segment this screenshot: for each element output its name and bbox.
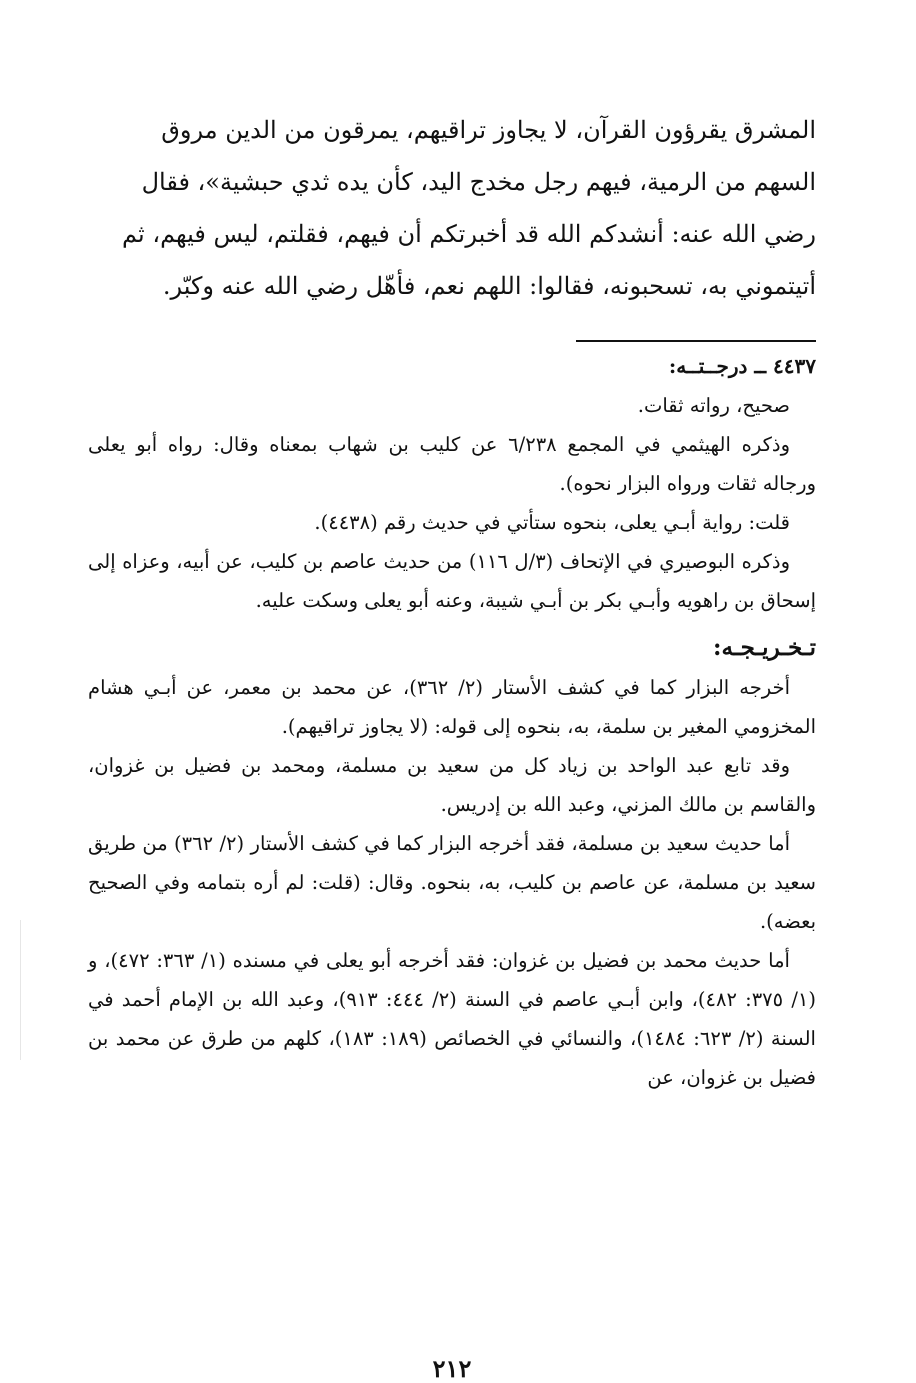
footnote-separator [576,340,816,342]
takhrij-heading: تـخـريـجـه: [713,634,816,661]
busiri-paragraph: وذكره البوصيري في الإتحاف (٣/ل ١١٦) من حديث عاصم بن كليب، عن أبيه، وعزاه إلى إسحاق بن راهويه وأبـي بكر بن أبـي شيبة، وعنه أبو يعلى وسكت عليه. [88,550,816,612]
hadith-text [88,104,816,312]
book-page [88,104,816,1383]
bazzar-paragraph: أخرجه البزار كما في كشف الأستار (٢/ ٣٦٢)، عن محمد بن معمر، عن أبـي هشام المخزومي المغير بن سلمة، به، بنحوه إلى قوله: (لا يجاوز تراقيهم). [88,676,816,738]
page-number: ٢١٢ [432,1354,472,1383]
grade-heading: ٤٤٣٧ ــ درجــتــه: [668,354,816,378]
qultu-paragraph: قلت: رواية أبـي يعلى، بنحوه ستأتي في حديث رقم (٤٤٣٨). [314,511,790,534]
scan-margin-mark [20,920,21,1060]
grade-text: صحيح، رواته ثقات. [637,394,790,417]
hadith-line: أتيتموني به، تسحبونه، فقالوا: اللهم نعم، فأهّل رضي الله عنه وكبّر. [162,272,816,300]
hadith-line: السهم من الرمية، فيهم رجل مخدج اليد، كأن يده ثدي حبشية»، فقال [141,168,816,196]
saeed-paragraph: أما حديث سعيد بن مسلمة، فقد أخرجه البزار كما في كشف الأستار (٢/ ٣٦٢) من طريق سعيد بن مسلمة، عن عاصم بن كليب، به، بنحوه. وقال: (قلت: لم أره بتمامه وفي الصحيح بعضه). [88,832,816,933]
hadith-line: المشرق يقرؤون القرآن، لا يجاوز تراقيهم، يمرقون من الدين مروق [161,116,816,144]
haythami-paragraph: وذكره الهيثمي في المجمع ٦/٢٣٨ عن كليب بن شهاب بمعناه وقال: رواه أبو يعلى ورجاله ثقات ورواه البزار نحوه). [88,433,816,495]
tabaa-paragraph: وقد تابع عبد الواحد بن زياد كل من سعيد بن مسلمة، ومحمد بن فضيل بن غزوان، والقاسم بن مالك المزني، وعبد الله بن إدريس. [88,754,816,816]
fudayl-paragraph: أما حديث محمد بن فضيل بن غزوان: فقد أخرجه أبو يعلى في مسنده (١/ ٣٦٣: ٤٧٢)، و (١/ ٣٧٥: ٤٨٢)، وابن أبـي عاصم في السنة (٢/ ٤٤٤: ٩١٣)، وعبد الله بن الإمام أحمد في السنة (٢/ ٦٢٣: ١٤٨٤)، والنسائي في الخصائص (١٨٩: ١٨٣)، كلهم من طرق عن محمد بن فضيل بن غزوان، عن [88,949,816,1089]
hadith-line: رضي الله عنه: أنشدكم الله قد أخبرتكم أن فيهم، فقلتم، ليس فيهم، ثم [122,220,816,248]
commentary-section [88,342,816,1097]
